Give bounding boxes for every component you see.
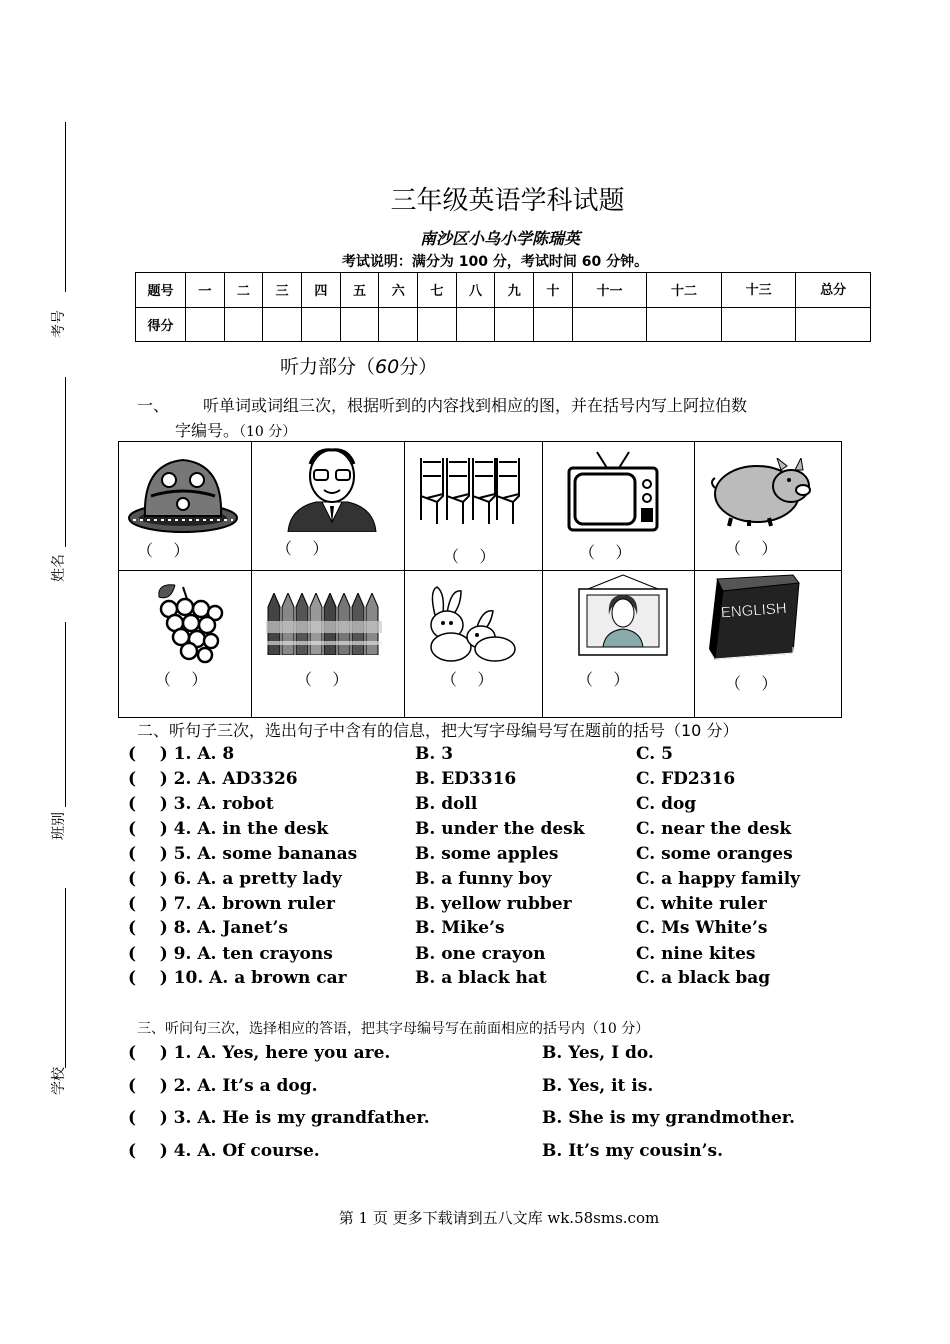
section1-number: 一、 [137, 396, 170, 415]
answer-blank[interactable]: （ ） [725, 674, 778, 693]
page-title: 三年级英语学科试题 [390, 186, 625, 216]
answer-blank[interactable]: （ ） [155, 670, 208, 689]
score-table [135, 272, 871, 342]
score-col: 十三 [721, 273, 796, 308]
score-cell[interactable] [572, 307, 647, 342]
q2-8-option-b: B. Mike’s [415, 918, 505, 938]
tv-icon [567, 450, 659, 532]
q3-4-option-b: B. It’s my cousin’s. [542, 1141, 724, 1161]
score-col: 十二 [647, 273, 722, 308]
score-cell[interactable] [534, 307, 573, 342]
q2-10[interactable]: ( ) 10. A. a brown car [128, 968, 347, 988]
chairs-icon [417, 456, 521, 526]
q2-6-option-c: C. a happy family [636, 869, 801, 889]
q2-8-option-c: C. Ms White’s [636, 918, 768, 938]
q2-9-option-b: B. one crayon [415, 944, 546, 964]
score-cell[interactable] [340, 307, 379, 342]
score-cell[interactable] [302, 307, 341, 342]
q2-3[interactable]: ( ) 3. A. robot [128, 794, 274, 814]
score-cell[interactable] [647, 307, 722, 342]
q2-3-option-c: C. dog [636, 794, 697, 814]
q2-9[interactable]: ( ) 9. A. ten crayons [128, 944, 333, 964]
q2-3-option-b: B. doll [415, 794, 478, 814]
rabbits-icon [417, 585, 517, 663]
answer-blank[interactable]: （ ） [579, 543, 632, 562]
q2-5-option-b: B. some apples [415, 844, 559, 864]
q2-5[interactable]: ( ) 5. A. some bananas [128, 844, 358, 864]
score-col: 六 [379, 273, 418, 308]
answer-blank[interactable]: （ ） [577, 670, 630, 689]
picture-cell-crayons [252, 571, 405, 718]
score-col: 二 [224, 273, 263, 308]
section1-points: （10 分） [239, 424, 297, 440]
class-label: 班别 [51, 812, 67, 840]
q2-6[interactable]: ( ) 6. A. a pretty lady [128, 869, 342, 889]
answer-blank[interactable]: （ ） [137, 541, 190, 560]
q2-10-option-b: B. a black hat [415, 968, 547, 988]
q3-2-option-b: B. Yes, it is. [542, 1076, 654, 1096]
q2-1-option-c: C. 5 [636, 744, 673, 764]
score-cell[interactable] [456, 307, 495, 342]
answer-blank[interactable]: （ ） [276, 539, 329, 558]
q2-7-option-b: B. yellow rubber [415, 894, 572, 914]
q3-3-option-b: B. She is my grandmother. [542, 1108, 796, 1128]
book-title: ENGLISH [720, 599, 788, 622]
picture-cell-hat [119, 442, 252, 571]
binding-line [65, 888, 66, 1068]
answer-blank[interactable]: （ ） [296, 670, 349, 689]
picture-cell-chairs [405, 442, 543, 571]
score-cell[interactable] [379, 307, 418, 342]
q2-9-option-c: C. nine kites [636, 944, 756, 964]
q2-2-option-c: C. FD2316 [636, 769, 736, 789]
grapes-icon [147, 581, 227, 667]
q2-1-option-b: B. 3 [415, 744, 454, 764]
english-book-icon [707, 573, 801, 661]
framed-picture-icon [577, 573, 669, 657]
hat-icon [127, 456, 239, 536]
score-col: 九 [495, 273, 534, 308]
q2-6-option-b: B. a funny boy [415, 869, 552, 889]
section1-text-cont: 字编号。 [175, 421, 240, 440]
q3-1-option-b: B. Yes, I do. [542, 1043, 654, 1063]
picture-cell-rabbits [405, 571, 543, 718]
score-cell[interactable] [263, 307, 302, 342]
section1-instructions [137, 393, 872, 445]
binding-line [65, 377, 66, 547]
grandpa-icon [286, 444, 378, 532]
score-col: 一 [186, 273, 225, 308]
q2-2-option-b: B. ED3316 [415, 769, 517, 789]
q2-4[interactable]: ( ) 4. A. in the desk [128, 819, 329, 839]
picture-cell-tv [543, 442, 695, 571]
score-cell[interactable] [796, 307, 871, 342]
picture-cell-pig [695, 442, 842, 571]
listening-points: 60 [375, 356, 400, 378]
score-col: 总分 [796, 273, 871, 308]
q2-5-option-c: C. some oranges [636, 844, 793, 864]
binding-line [65, 622, 66, 807]
score-value-row [136, 307, 871, 342]
section1-text: 听单词或词组三次，根据听到的内容找到相应的图，并在括号内写上阿拉伯数 [203, 396, 748, 415]
score-cell[interactable] [224, 307, 263, 342]
score-col: 十 [534, 273, 573, 308]
score-header-row [136, 273, 871, 308]
score-row-label: 得分 [136, 307, 186, 342]
page-footer: 第 1 页 更多下载请到五八文库 wk.58sms.com [338, 1209, 660, 1227]
picture-cell-grapes [119, 571, 252, 718]
exam-number-label: 考号 [51, 310, 67, 338]
listening-suffix: 分） [399, 356, 438, 378]
picture-grid [118, 441, 842, 718]
q2-8[interactable]: ( ) 8. A. Janet’s [128, 918, 288, 938]
q2-1[interactable]: ( ) 1. A. 8 [128, 744, 235, 764]
score-col: 十一 [572, 273, 647, 308]
answer-blank[interactable]: （ ） [725, 539, 778, 558]
q2-2[interactable]: ( ) 2. A. AD3326 [128, 769, 298, 789]
score-col: 八 [456, 273, 495, 308]
q2-10-option-c: C. a black bag [636, 968, 771, 988]
picture-cell-picture [543, 571, 695, 718]
crayons-icon [266, 593, 384, 655]
answer-blank[interactable]: （ ） [441, 670, 494, 689]
section2-title: 二、听句子三次，选出句子中含有的信息，把大写字母编号写在题前的括号（10 分） [137, 721, 739, 740]
section3-title: 三、听问句三次，选择相应的答语，把其字母编号写在前面相应的括号内（10 分） [137, 1021, 650, 1037]
q2-4-option-c: C. near the desk [636, 819, 792, 839]
q3-3[interactable]: ( ) 3. A. He is my grandfather. [128, 1108, 430, 1128]
score-col: 四 [302, 273, 341, 308]
score-cell[interactable] [495, 307, 534, 342]
q3-4[interactable]: ( ) 4. A. Of course. [128, 1141, 320, 1161]
listening-title [280, 352, 437, 379]
q3-1[interactable]: ( ) 1. A. Yes, here you are. [128, 1043, 391, 1063]
score-col: 七 [418, 273, 457, 308]
listening-title-text: 听力部分（ [280, 356, 376, 378]
score-cell[interactable] [418, 307, 457, 342]
pig-icon [709, 458, 813, 528]
author-line: 南沙区小乌小学陈瑞英 [419, 229, 580, 248]
score-col: 三 [263, 273, 302, 308]
q2-7-option-c: C. white ruler [636, 894, 767, 914]
exam-note: 考试说明：满分为 100 分，考试时间 60 分钟。 [341, 254, 649, 270]
answer-blank[interactable]: （ ） [443, 547, 496, 566]
score-cell[interactable] [721, 307, 796, 342]
q2-4-option-b: B. under the desk [415, 819, 585, 839]
q2-7[interactable]: ( ) 7. A. brown ruler [128, 894, 336, 914]
score-col: 五 [340, 273, 379, 308]
school-label: 学校 [51, 1067, 67, 1095]
score-row-label: 题号 [136, 273, 186, 308]
picture-cell-book [695, 571, 842, 718]
name-label: 姓名 [51, 554, 67, 582]
q3-2[interactable]: ( ) 2. A. It’s a dog. [128, 1076, 318, 1096]
picture-cell-grandpa [252, 442, 405, 571]
score-cell[interactable] [186, 307, 225, 342]
